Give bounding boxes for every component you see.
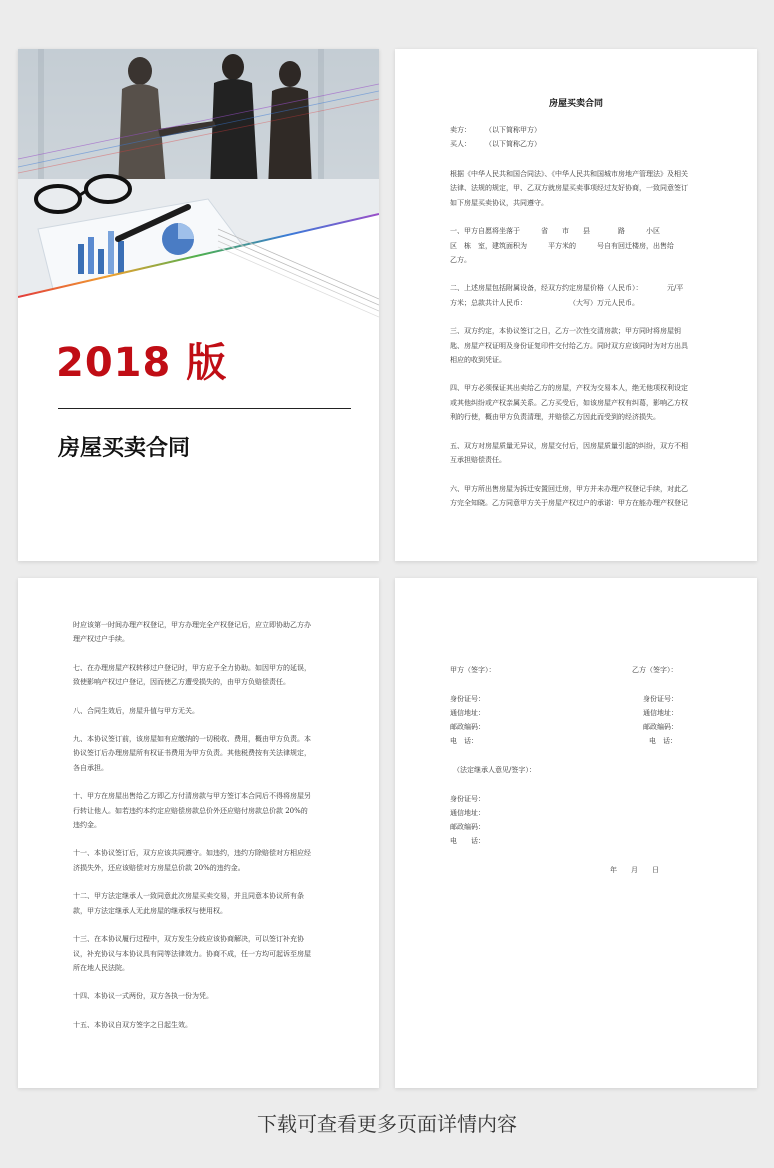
contract-line: 乙方。 [450, 256, 471, 265]
contract-line: 理产权过户手续。 [73, 635, 129, 644]
paragraph-gap [450, 210, 705, 224]
heir-field: 通信地址： [450, 809, 485, 817]
contract-line: 匙、房屋产权证明及身份证复印件交付给乙方。同时双方应该同时为对方出具 [450, 341, 688, 350]
paragraph-gap [73, 975, 328, 989]
contract-line: 六、甲方所出售房屋为拆迁安置回迁房，甲方并未办理产权登记手续，对此乙 [450, 484, 688, 493]
cover-photo [18, 49, 379, 349]
paragraph-gap [73, 1004, 328, 1018]
contract-line: 八、合同生效后，房屋升值与甲方无关。 [73, 706, 199, 715]
paragraph-gap [450, 425, 705, 439]
contract-line: 互承担赔偿责任。 [450, 456, 506, 465]
contract-line: 法律、法规的规定，甲、乙双方就房屋买卖事项经过友好协商，一致同意签订 [450, 184, 688, 193]
signing-date: 年 月 日 [610, 866, 659, 874]
parties-block [450, 123, 541, 152]
paragraph-gap [73, 875, 328, 889]
contract-line: 十、甲方在房屋出售给乙方即乙方付清房款与甲方签订本合同后不得将房屋另 [73, 792, 311, 801]
contract-body [450, 167, 705, 510]
contract-line: 二、上述房屋包括附属设备，经双方约定房屋价格（人民币）： 元/平 [450, 284, 684, 293]
right-field: 电 话： [649, 737, 677, 745]
contract-line: 各自承担。 [73, 763, 108, 772]
contract-line: 致使影响产权过户登记，因而使乙方遭受损失的，由甲方负赔偿责任。 [73, 678, 290, 687]
contract-line: 利的行使，概由甲方负责清理，并赔偿乙方因此而受到的经济损失。 [450, 413, 660, 422]
party-a-signature: 甲方（签字）： [450, 666, 496, 674]
footer-note: 下载可查看更多页面详情内容 [257, 1112, 517, 1136]
contract-page-2 [18, 578, 379, 1088]
contract-line: 五、双方对房屋质量无异议，房屋交付后，因房屋质量引起的纠纷，双方不相 [450, 441, 688, 450]
left-field: 邮政编码： [450, 723, 485, 731]
contract-line: 十三、在本协议履行过程中，双方发生分歧应该协商解决，可以签订补充协 [73, 935, 304, 944]
contract-line: 十一、本协议签订后，双方应该共同遵守。如违约，违约方除赔偿对方相应经 [73, 849, 311, 858]
paragraph-gap [73, 647, 328, 661]
contract-line: 或其他纠纷或产权亲属关系。乙方买受后，如该房屋产权有纠葛，影响乙方权 [450, 398, 688, 407]
contract-line: 十四、本协议一式两份，双方各执一份为凭。 [73, 992, 213, 1001]
contract-line: 行转让他人。如若违约本约定应赔偿房款总价外还应赔付房款总价款 20%的 [73, 806, 308, 815]
contract-line: 相应的收到凭证。 [450, 356, 506, 365]
contract-line: 时应该第一时间办理产权登记，甲方办理完全产权登记后，应立即协助乙方办 [73, 621, 311, 629]
contract-line: 七、在办理房屋产权转移过户登记时，甲方应予全力协助。如因甲方的延误， [73, 663, 311, 672]
seller-line: 卖方： （以下简称甲方） [450, 126, 541, 134]
heir-field: 邮政编码： [450, 823, 485, 831]
party-b-signature: 乙方（签字）： [632, 666, 678, 674]
cover-year: 2018 版 [56, 340, 228, 386]
contract-line: 如下房屋买卖协议，共同遵守。 [450, 198, 548, 207]
right-field: 邮政编码： [643, 723, 678, 731]
contract-line: 违约金。 [73, 821, 101, 830]
contract-page-1 [395, 49, 757, 561]
contract-line: 所在地人民法院。 [73, 963, 129, 972]
contract-body [73, 618, 328, 1032]
contract-line: 济损失外，还应该赔偿对方房屋总价款 20%的违约金。 [73, 863, 245, 872]
contract-line: 方米；总款共计人民币： （大写）万元人民币。 [450, 298, 639, 307]
right-field: 身份证号： [643, 695, 678, 703]
paragraph-gap [73, 718, 328, 732]
paragraph-gap [450, 310, 705, 324]
contract-line: 三、双方约定，本协议签订之日，乙方一次性交清房款；甲方同时将房屋钥 [450, 327, 681, 336]
contract-line: 四、甲方必须保证其出卖给乙方的房屋，产权为交易本人，绝无他项权利设定 [450, 384, 688, 393]
cover-page [18, 49, 379, 561]
paragraph-gap [450, 468, 705, 482]
contract-line: 九、本协议签订前，该房屋如有应缴纳的一切税收、费用，概由甲方负责。本 [73, 735, 311, 744]
paragraph-gap [450, 367, 705, 381]
left-field: 身份证号： [450, 695, 485, 703]
contract-line: 一、甲方自愿将坐落于 省 市 县 路 小区 [450, 227, 660, 236]
contract-line: 十五、本协议自双方签字之日起生效。 [73, 1020, 192, 1029]
contract-signature-page [395, 578, 757, 1088]
cover-title: 房屋买卖合同 [58, 436, 191, 461]
paragraph-gap [73, 690, 328, 704]
heir-field: 电 话： [450, 837, 485, 845]
paragraph-gap [450, 267, 705, 281]
contract-line: 款，甲方法定继承人无此房屋的继承权与使用权。 [73, 906, 227, 915]
buyer-line: 买人： （以下简称乙方） [450, 140, 541, 149]
paragraph-gap [73, 775, 328, 789]
right-field: 通信地址： [643, 709, 678, 717]
contract-line: 议，补充协议与本协议具有同等法律效力。协商不成，任一方均可起诉至房屋 [73, 949, 311, 958]
paragraph-gap [73, 832, 328, 846]
contract-line: 协议签订后办理房屋所有权证书费用为甲方负责。其他税费按有关法律规定， [73, 749, 311, 758]
heirs-line: （法定继承人意见/签字）： [453, 766, 536, 774]
contract-line: 根据《中华人民共和国合同法》、《中华人民共和国城市房地产管理法》及相关 [450, 170, 688, 178]
paragraph-gap [73, 918, 328, 932]
contract-title: 房屋买卖合同 [548, 99, 603, 109]
cover-divider [58, 408, 351, 409]
contract-line: 十二、甲方法定继承人一致同意此次房屋买卖交易，并且同意本协议所有条 [73, 892, 304, 901]
contract-line: 区 栋 室，建筑面积为 平方米的 号自有回迁楼房，出售给 [450, 241, 674, 250]
contract-line: 方完全知晓。乙方同意甲方关于房屋产权过户的承诺：甲方在能办理产权登记 [450, 498, 688, 507]
left-field: 电 话： [450, 737, 478, 745]
heir-field: 身份证号： [450, 795, 485, 803]
left-field: 通信地址： [450, 709, 485, 717]
